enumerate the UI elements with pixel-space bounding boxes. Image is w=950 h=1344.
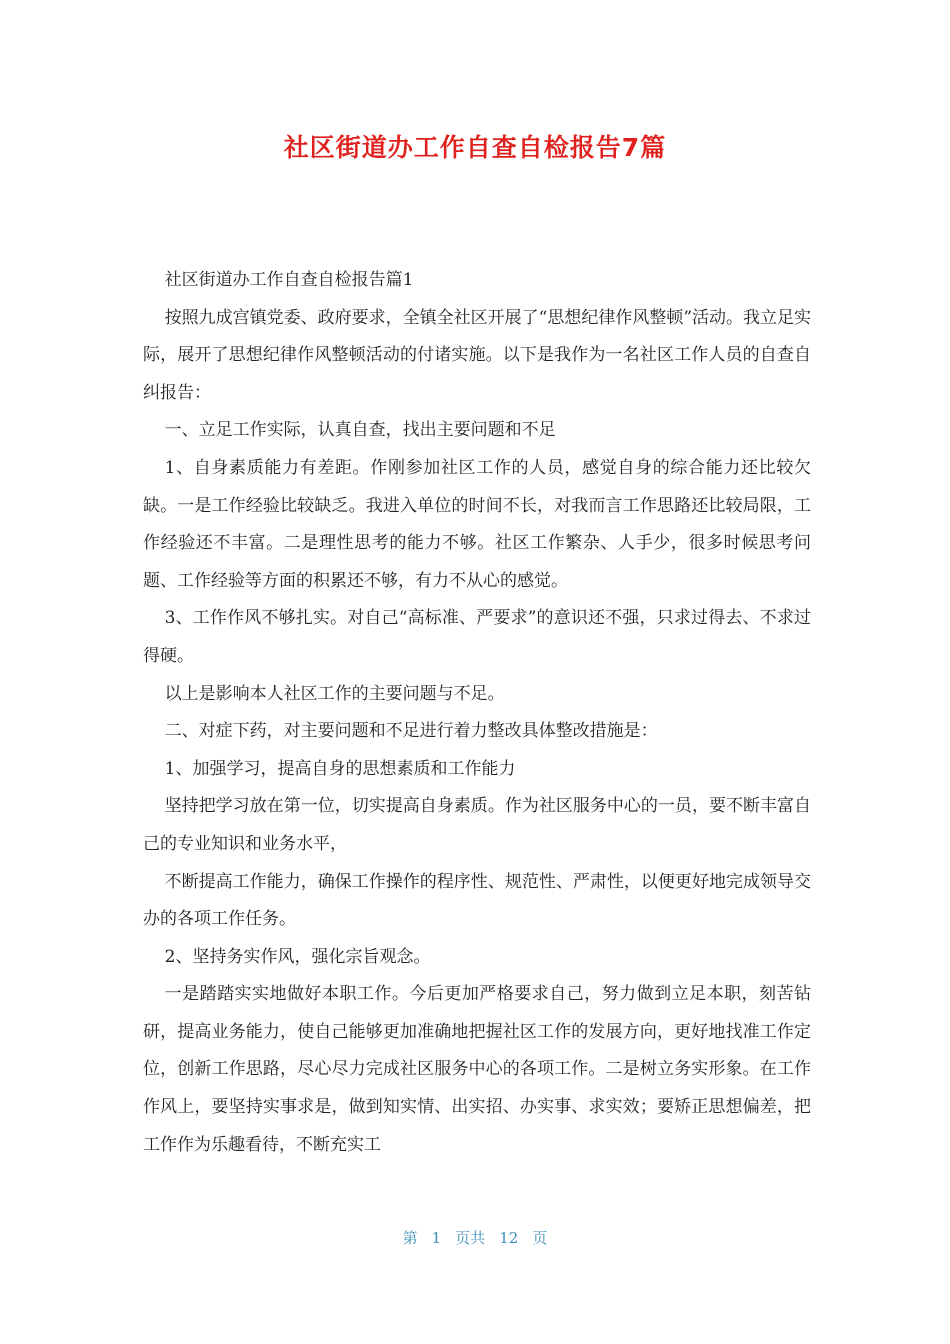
footer-total-pages: 12 (499, 1229, 519, 1247)
footer-page-number: 1 (431, 1229, 442, 1247)
paragraph: 3、工作作风不够扎实。对自己“高标准、严要求”的意识还不强，只求过得去、不求过得硬。 (143, 608, 811, 666)
paragraph: 不断提高工作能力，确保工作操作的程序性、规范性、严肃性，以便更好地完成领导交办的各项工作任务。 (143, 871, 811, 930)
footer-suffix: 页 (532, 1229, 548, 1247)
paragraph: 1、自身素质能力有差距。作刚参加社区工作的人员，感觉自身的综合能力还比较欠缺。一是工作经验比较缺乏。我进入单位的时间不长，对我而言工作思路还比较局限，工作经验还不丰富。二是理性思考的能力不够。社区工作繁杂、人手少，很多时候思考问题、工作经验等方面的积累还不够，有力不从心的感觉。 (143, 457, 811, 591)
page-footer (0, 1227, 950, 1248)
sub-heading: 2、坚持务实作风，强化宗旨观念。 (164, 946, 431, 967)
section-heading: 一、立足工作实际，认真自查，找出主要问题和不足 (164, 420, 556, 441)
document-body (143, 262, 811, 1164)
paragraph-heading: 社区街道办工作自查自检报告篇1 (164, 270, 414, 290)
paragraph: 按照九成宫镇党委、政府要求，全镇全社区开展了“思想纪律作风整顿”活动。我立足实际，展开了思想纪律作风整顿活动的付诸实施。以下是我作为一名社区工作人员的自查自纠报告： (143, 307, 812, 403)
document-title: 社区街道办工作自查自检报告7篇 (283, 133, 667, 162)
section-heading: 二、对症下药，对主要问题和不足进行着力整改具体整改措施是： (164, 721, 658, 742)
paragraph: 坚持把学习放在第一位，切实提高自身素质。作为社区服务中心的一员，要不断丰富自己的专业知识和业务水平， (143, 796, 811, 854)
paragraph: 以上是影响本人社区工作的主要问题与不足。 (164, 683, 505, 704)
sub-heading: 1、加强学习，提高自身的思想素质和工作能力 (164, 758, 516, 779)
paragraph: 一是踏踏实实地做好本职工作。今后更加严格要求自己，努力做到立足本职，刻苦钻研，提高业务能力，使自己能够更加准确地把握社区工作的发展方向，更好地找准工作定位，创新工作思路，尽心尽力完成社区服务中心的各项工作。二是树立务实形象。在工作作风上，要坚持实事求是，做到知实情、出实招、办实事、求实效；要矫正思想偏差，把工作作为乐趣看待，不断充实工 (143, 984, 811, 1155)
footer-middle: 页共 (455, 1229, 486, 1247)
footer-prefix: 第 (402, 1229, 418, 1247)
